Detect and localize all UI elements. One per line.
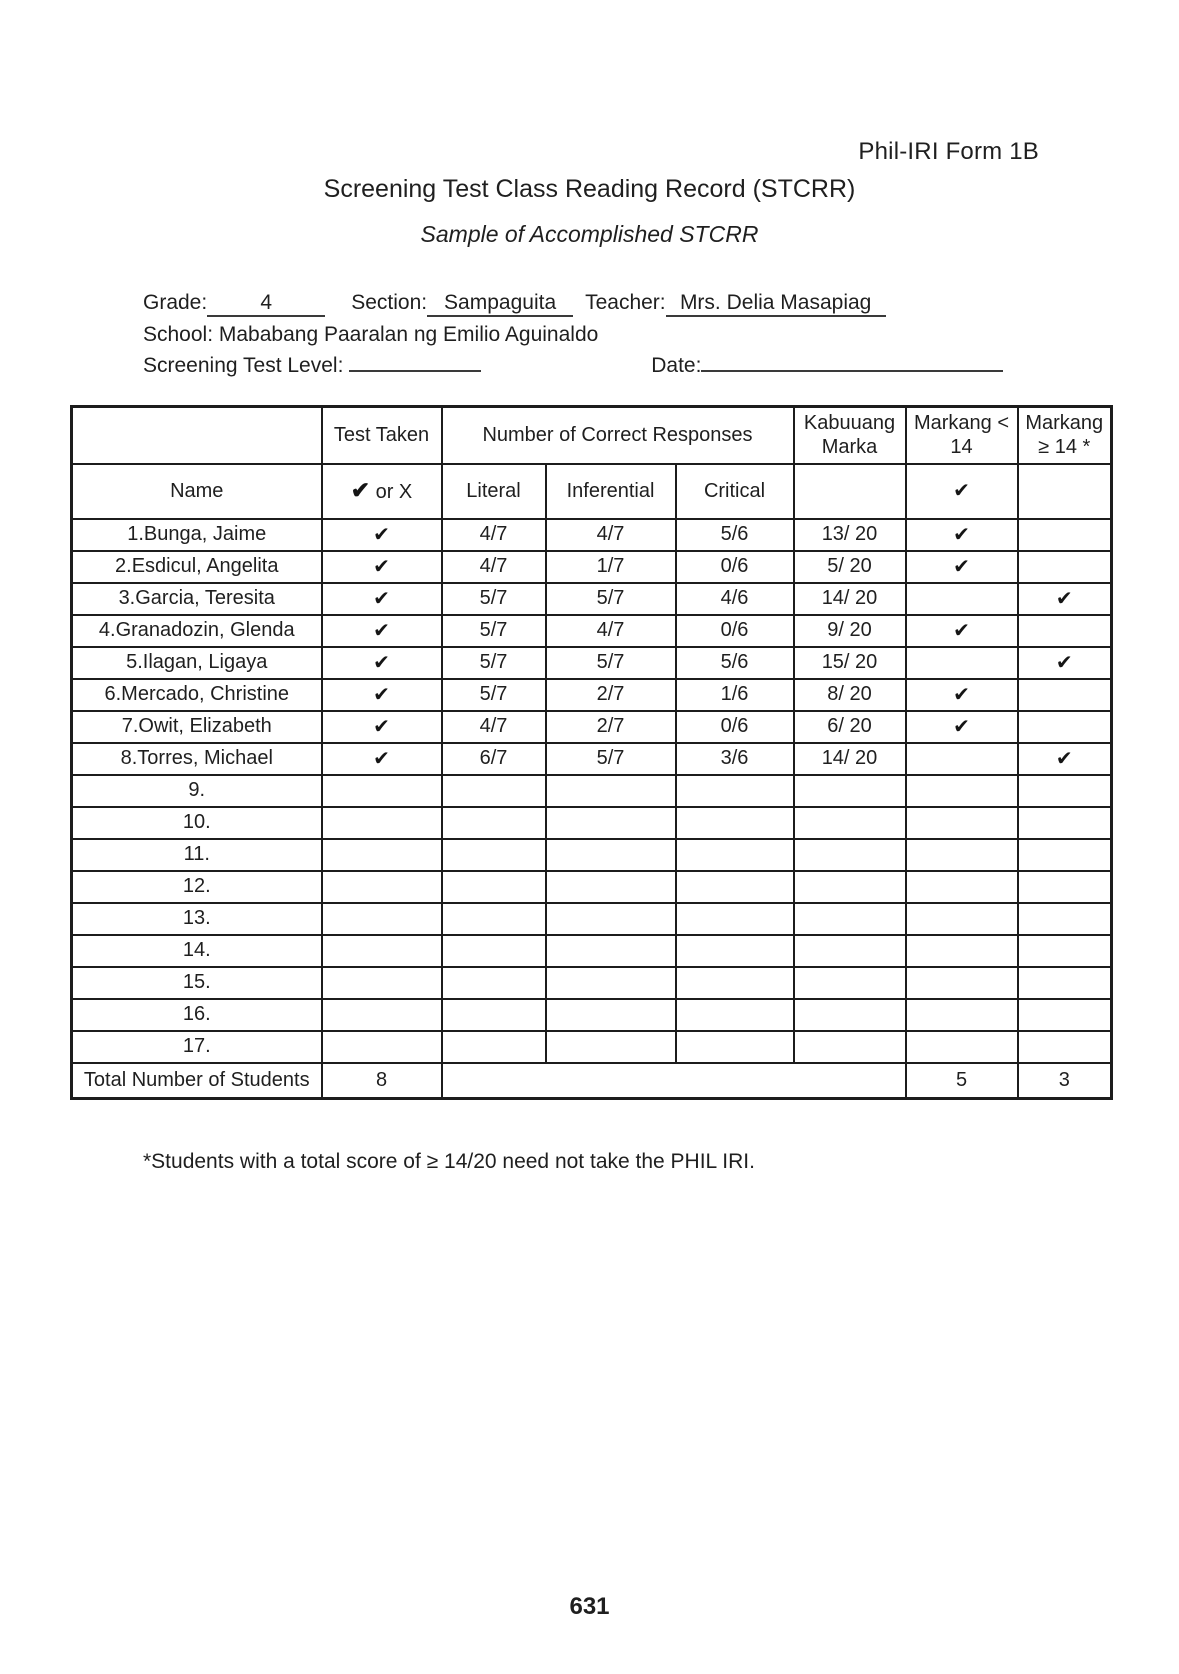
- student-row: [72, 551, 1112, 583]
- student-row: [72, 743, 1112, 775]
- critical-score-cell: [676, 999, 794, 1031]
- critical-score-cell: 4/6: [676, 583, 794, 615]
- literal-score-cell: 6/7: [442, 743, 546, 775]
- below-14-cell: [906, 647, 1018, 679]
- test-taken-cell: ✔: [322, 551, 442, 583]
- student-row: [72, 839, 1112, 871]
- at-least-14-cell: [1018, 935, 1112, 967]
- critical-score-cell: 0/6: [676, 711, 794, 743]
- below-14-cell: [906, 1031, 1018, 1063]
- below-14-cell: [906, 807, 1018, 839]
- student-name-cell: 10.: [72, 807, 322, 839]
- critical-score-cell: [676, 871, 794, 903]
- test-taken-cell: [322, 839, 442, 871]
- literal-score-cell: 5/7: [442, 679, 546, 711]
- total-score-cell: 14/ 20: [794, 583, 906, 615]
- page-number: 631: [569, 1593, 610, 1620]
- below-14-cell: [906, 743, 1018, 775]
- student-name-cell: 16.: [72, 999, 322, 1031]
- total-score-cell: [794, 903, 906, 935]
- student-name-cell: 6.Mercado, Christine: [72, 679, 322, 711]
- inferential-score-cell: 5/7: [546, 647, 676, 679]
- inferential-score-cell: 4/7: [546, 615, 676, 647]
- at-least-14-cell: ✔: [1018, 647, 1112, 679]
- total-score-cell: [794, 967, 906, 999]
- total-label-cell: Total Number of Students: [72, 1063, 322, 1099]
- below-14-cell: [906, 871, 1018, 903]
- footnote: *Students with a total score of ≥ 14/20 need not take the PHIL IRI.: [143, 1150, 755, 1173]
- student-name-cell: 8.Torres, Michael: [72, 743, 322, 775]
- at-least-14-cell: [1018, 839, 1112, 871]
- critical-score-cell: 0/6: [676, 615, 794, 647]
- below-14-cell: ✔: [906, 551, 1018, 583]
- below-14-cell: ✔: [906, 615, 1018, 647]
- literal-score-cell: [442, 903, 546, 935]
- col-name: Name: [72, 464, 322, 519]
- ge14-subhead-blank: [1018, 464, 1112, 519]
- test-taken-cell: [322, 807, 442, 839]
- at-least-14-cell: [1018, 679, 1112, 711]
- student-row: [72, 711, 1112, 743]
- inferential-score-cell: [546, 935, 676, 967]
- test-taken-cell: [322, 967, 442, 999]
- total-score-cell: [794, 1031, 906, 1063]
- student-name-cell: 11.: [72, 839, 322, 871]
- total-score-cell: [794, 839, 906, 871]
- at-least-14-cell: ✔: [1018, 743, 1112, 775]
- below-14-cell: [906, 583, 1018, 615]
- literal-score-cell: [442, 839, 546, 871]
- test-taken-cell: [322, 1031, 442, 1063]
- check-icon: ✔: [350, 476, 371, 503]
- col-responses-group: Number of Correct Responses: [442, 407, 794, 464]
- critical-score-cell: [676, 775, 794, 807]
- below-14-cell: [906, 775, 1018, 807]
- inferential-score-cell: [546, 807, 676, 839]
- total-score-cell: 14/ 20: [794, 743, 906, 775]
- below-14-cell: [906, 967, 1018, 999]
- col-literal: Literal: [442, 464, 546, 519]
- total-score-cell: 6/ 20: [794, 711, 906, 743]
- page-title: Screening Test Class Reading Record (STCRR): [323, 175, 856, 203]
- inferential-score-cell: 5/7: [546, 743, 676, 775]
- student-name-cell: 13.: [72, 903, 322, 935]
- below-14-cell: ✔: [906, 519, 1018, 551]
- kabuuang-subhead-blank: [794, 464, 906, 519]
- inferential-score-cell: [546, 839, 676, 871]
- student-row: [72, 615, 1112, 647]
- literal-score-cell: 5/7: [442, 583, 546, 615]
- total-score-cell: 9/ 20: [794, 615, 906, 647]
- total-score-cell: 15/ 20: [794, 647, 906, 679]
- below-14-cell: ✔: [906, 679, 1018, 711]
- total-below-14-cell: 5: [906, 1063, 1018, 1099]
- test-taken-cell: [322, 999, 442, 1031]
- test-taken-cell: ✔: [322, 647, 442, 679]
- at-least-14-cell: [1018, 807, 1112, 839]
- below-14-cell: [906, 839, 1018, 871]
- total-row: [72, 1063, 1112, 1099]
- test-taken-cell: ✔: [322, 679, 442, 711]
- critical-score-cell: [676, 1031, 794, 1063]
- student-row: [72, 1031, 1112, 1063]
- literal-score-cell: [442, 935, 546, 967]
- at-least-14-cell: ✔: [1018, 583, 1112, 615]
- student-name-cell: 7.Owit, Elizabeth: [72, 711, 322, 743]
- student-name-cell: 5.Ilagan, Ligaya: [72, 647, 322, 679]
- inferential-score-cell: [546, 775, 676, 807]
- test-taken-cell: [322, 775, 442, 807]
- at-least-14-cell: [1018, 967, 1112, 999]
- below-14-cell: [906, 999, 1018, 1031]
- student-name-cell: 14.: [72, 935, 322, 967]
- total-test-taken-cell: 8: [322, 1063, 442, 1099]
- form-meta: [143, 290, 1179, 379]
- student-row: [72, 775, 1112, 807]
- lt14-subhead-check-icon: ✔: [906, 464, 1018, 519]
- at-least-14-cell: [1018, 871, 1112, 903]
- student-row: [72, 679, 1112, 711]
- inferential-score-cell: [546, 903, 676, 935]
- student-name-cell: 3.Garcia, Teresita: [72, 583, 322, 615]
- literal-score-cell: 4/7: [442, 551, 546, 583]
- literal-score-cell: 4/7: [442, 711, 546, 743]
- form-id: Phil-IRI Form 1B: [858, 138, 1039, 165]
- date-blank: [701, 370, 1003, 372]
- total-score-cell: [794, 775, 906, 807]
- at-least-14-cell: [1018, 1031, 1112, 1063]
- at-least-14-cell: [1018, 775, 1112, 807]
- inferential-score-cell: [546, 967, 676, 999]
- col-kabuuang-marka: Kabuuang Marka: [794, 407, 906, 464]
- test-taken-cell: ✔: [322, 615, 442, 647]
- critical-score-cell: 3/6: [676, 743, 794, 775]
- student-row: [72, 647, 1112, 679]
- date-label: Date:: [651, 354, 702, 377]
- section-label: Section:: [351, 291, 428, 314]
- col-inferential: Inferential: [546, 464, 676, 519]
- total-score-cell: [794, 807, 906, 839]
- section-value: Sampaguita: [427, 291, 573, 317]
- student-name-cell: 2.Esdicul, Angelita: [72, 551, 322, 583]
- col-test-taken: Test Taken: [322, 407, 442, 464]
- literal-score-cell: 5/7: [442, 615, 546, 647]
- at-least-14-cell: [1018, 903, 1112, 935]
- inferential-score-cell: 5/7: [546, 583, 676, 615]
- critical-score-cell: [676, 935, 794, 967]
- student-row: [72, 903, 1112, 935]
- col-check-or-x: [322, 464, 442, 519]
- critical-score-cell: [676, 967, 794, 999]
- col-markang-ge14: Markang ≥ 14 *: [1018, 407, 1112, 464]
- student-name-cell: 12.: [72, 871, 322, 903]
- total-merged-blank-cell: [442, 1063, 906, 1099]
- student-row: [72, 871, 1112, 903]
- critical-score-cell: 0/6: [676, 551, 794, 583]
- total-score-cell: 5/ 20: [794, 551, 906, 583]
- literal-score-cell: [442, 967, 546, 999]
- test-taken-cell: ✔: [322, 583, 442, 615]
- total-score-cell: 8/ 20: [794, 679, 906, 711]
- teacher-value: Mrs. Delia Masapiag: [666, 291, 886, 317]
- below-14-cell: ✔: [906, 711, 1018, 743]
- test-taken-cell: [322, 871, 442, 903]
- student-name-cell: 15.: [72, 967, 322, 999]
- at-least-14-cell: [1018, 711, 1112, 743]
- date-group: [651, 353, 1003, 379]
- literal-score-cell: 5/7: [442, 647, 546, 679]
- student-name-cell: 1.Bunga, Jaime: [72, 519, 322, 551]
- total-score-cell: [794, 871, 906, 903]
- meta-line-3: [143, 353, 1179, 379]
- inferential-score-cell: [546, 1031, 676, 1063]
- at-least-14-cell: [1018, 615, 1112, 647]
- total-at-least-14-cell: 3: [1018, 1063, 1112, 1099]
- literal-score-cell: 4/7: [442, 519, 546, 551]
- test-taken-cell: ✔: [322, 743, 442, 775]
- page-subtitle: Sample of Accomplished STCRR: [420, 221, 759, 247]
- student-row: [72, 807, 1112, 839]
- grade-label: Grade:: [143, 291, 208, 314]
- student-name-cell: 17.: [72, 1031, 322, 1063]
- or-x-label: or X: [375, 480, 413, 503]
- grade-value: 4: [207, 291, 325, 317]
- inferential-score-cell: 1/7: [546, 551, 676, 583]
- col-markang-lt14: Markang < 14: [906, 407, 1018, 464]
- col-critical: Critical: [676, 464, 794, 519]
- screening-level-blank: [349, 370, 481, 372]
- student-name-cell: 9.: [72, 775, 322, 807]
- critical-score-cell: [676, 903, 794, 935]
- student-row: [72, 999, 1112, 1031]
- below-14-cell: [906, 935, 1018, 967]
- inferential-score-cell: [546, 871, 676, 903]
- student-rows: [72, 519, 1112, 1063]
- student-row: [72, 519, 1112, 551]
- critical-score-cell: 1/6: [676, 679, 794, 711]
- reading-record-table: [70, 405, 1113, 1100]
- totals-section: [72, 1063, 1112, 1099]
- critical-score-cell: [676, 839, 794, 871]
- meta-line-1: [143, 290, 1179, 317]
- literal-score-cell: [442, 1031, 546, 1063]
- student-row: [72, 967, 1112, 999]
- total-score-cell: 13/ 20: [794, 519, 906, 551]
- student-row: [72, 583, 1112, 615]
- inferential-score-cell: 4/7: [546, 519, 676, 551]
- test-taken-cell: [322, 903, 442, 935]
- literal-score-cell: [442, 807, 546, 839]
- student-name-cell: 4.Granadozin, Glenda: [72, 615, 322, 647]
- total-score-cell: [794, 999, 906, 1031]
- teacher-label: Teacher:: [585, 291, 666, 314]
- inferential-score-cell: [546, 999, 676, 1031]
- inferential-score-cell: 2/7: [546, 679, 676, 711]
- at-least-14-cell: [1018, 999, 1112, 1031]
- inferential-score-cell: 2/7: [546, 711, 676, 743]
- test-taken-cell: ✔: [322, 519, 442, 551]
- test-taken-cell: [322, 935, 442, 967]
- critical-score-cell: 5/6: [676, 519, 794, 551]
- critical-score-cell: [676, 807, 794, 839]
- literal-score-cell: [442, 775, 546, 807]
- screening-level-label: Screening Test Level:: [143, 354, 344, 377]
- at-least-14-cell: [1018, 551, 1112, 583]
- total-score-cell: [794, 935, 906, 967]
- school-line: School: Mababang Paaralan ng Emilio Aguinaldo: [143, 323, 599, 346]
- literal-score-cell: [442, 871, 546, 903]
- literal-score-cell: [442, 999, 546, 1031]
- at-least-14-cell: [1018, 519, 1112, 551]
- name-col-blank-head: [72, 407, 322, 464]
- meta-line-2: [143, 322, 1179, 348]
- test-taken-cell: ✔: [322, 711, 442, 743]
- student-row: [72, 935, 1112, 967]
- below-14-cell: [906, 903, 1018, 935]
- critical-score-cell: 5/6: [676, 647, 794, 679]
